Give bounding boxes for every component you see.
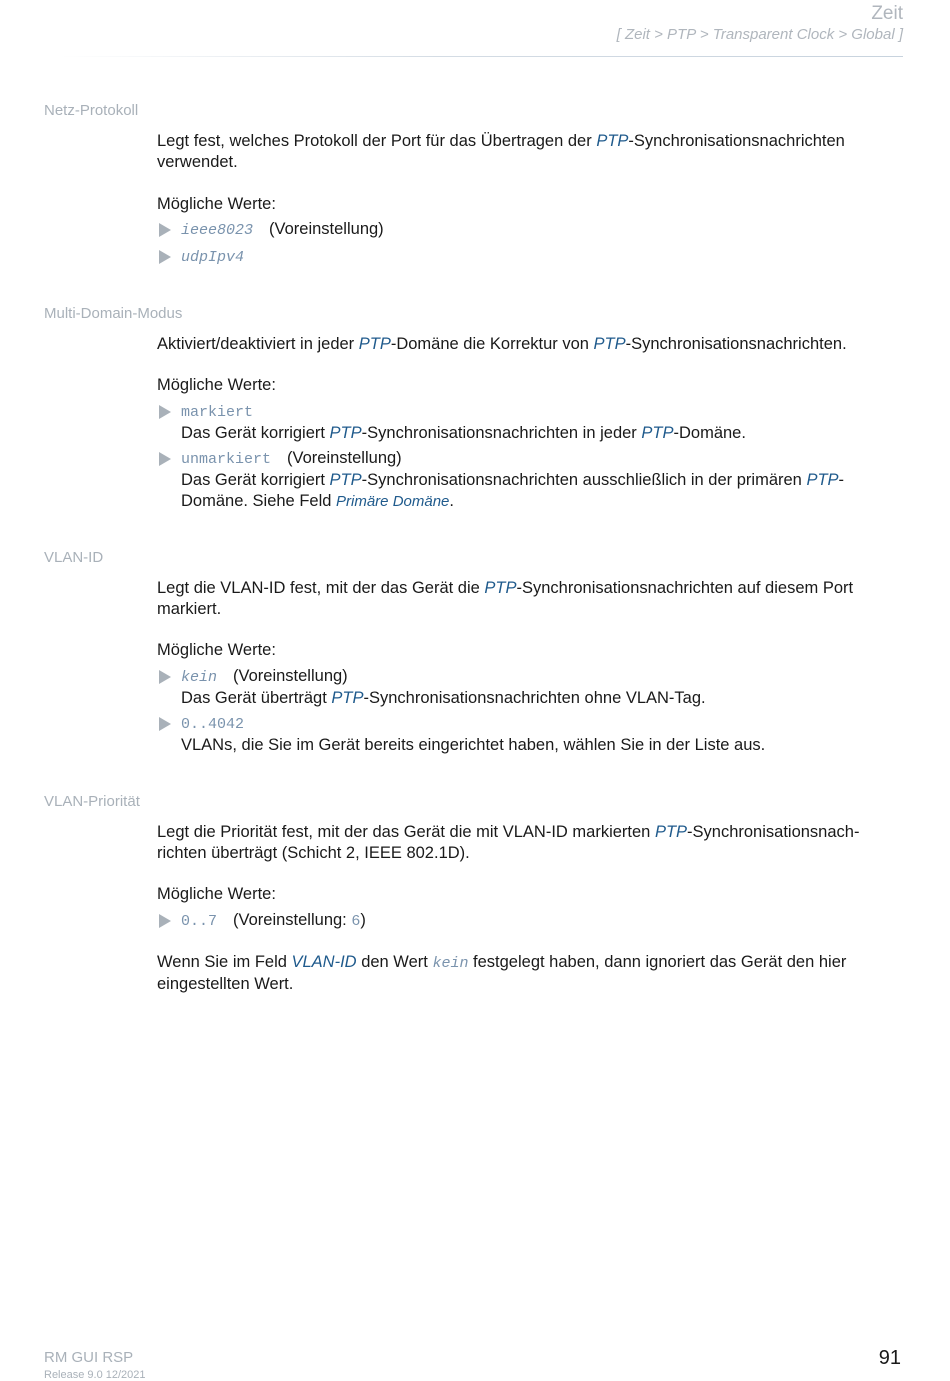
value-code: 0..7 (181, 913, 218, 930)
value-text: -Synchronisationsnachrichten ohne VLAN-Tag. (363, 689, 706, 707)
value-text: Das Gerät korrigiert (181, 471, 330, 489)
ptp-term: PTP (331, 689, 364, 707)
desc-text: Aktiviert/deaktiviert in jeder (157, 335, 359, 353)
value-text: . (449, 492, 454, 510)
value-text: VLANs, die Sie im Gerät bereits eingerichtet haben, wählen Sie in der Liste aus. (181, 736, 766, 754)
netz-values-label: Mögliche Werte: (157, 195, 276, 213)
value-note: (Voreinstellung) (233, 667, 348, 685)
ptp-term: PTP (654, 823, 688, 841)
field-label-netz-protokoll: Netz-Protokoll (44, 102, 139, 119)
vlan-id-value-item (157, 666, 897, 709)
netz-protokoll-description (157, 131, 897, 173)
ptp-term: PTP (641, 424, 674, 442)
vlan-id-description (157, 578, 897, 620)
desc-text: Legt fest, welches Protokoll der Port für das Übertragen der (157, 132, 597, 150)
header-divider (60, 56, 903, 57)
bullet-triangle-icon (159, 452, 171, 466)
value-note: (Voreinstellung: (233, 911, 352, 929)
vlan-prio-description (157, 822, 897, 864)
value-text: -Synchronisationsnachrichten in jeder (361, 424, 642, 442)
bullet-triangle-icon (159, 250, 171, 264)
value-text: Das Gerät überträgt (181, 689, 332, 707)
value-text: -Domäne. (673, 424, 746, 442)
ptp-term: PTP (358, 335, 391, 353)
value-code: kein (432, 955, 469, 972)
value-code: udpIpv4 (181, 249, 245, 266)
value-text: -Domäne. Siehe Feld (181, 471, 845, 510)
bullet-triangle-icon (159, 717, 171, 731)
footer-document-name: RM GUI RSP (44, 1349, 134, 1366)
remark-text: festgelegt haben, dann ignoriert das Gerät den hier eingestellten Wert. (157, 953, 847, 993)
value-code: kein (181, 669, 218, 686)
netz-value-item (157, 219, 897, 241)
value-code: unmarkiert (181, 451, 272, 468)
multi-values-label: Mögliche Werte: (157, 376, 276, 394)
vlan-prio-value-item (157, 910, 897, 932)
value-code: ieee8023 (181, 222, 254, 239)
vlan-id-values-label: Mögliche Werte: (157, 641, 276, 659)
desc-text: -Synchronisationsnachrichten verwendet. (157, 132, 845, 171)
netz-value-item (157, 246, 897, 268)
ptp-term: PTP (806, 471, 839, 489)
value-code: markiert (181, 404, 254, 421)
multi-value-item (157, 448, 897, 512)
vlan-id-value-item (157, 713, 897, 756)
value-note: (Voreinstellung) (269, 220, 384, 238)
desc-text: -Synchronisationsnachrichten auf diesem Port markiert. (157, 579, 854, 618)
page-number: 91 (878, 1347, 901, 1369)
ptp-term: PTP (593, 335, 626, 353)
remark-text: Wenn Sie im Feld (157, 953, 292, 971)
bullet-triangle-icon (159, 223, 171, 237)
ptp-term: PTP (329, 424, 362, 442)
desc-text: Legt die VLAN-ID fest, mit der das Gerät die (157, 579, 485, 597)
field-label-vlan-prioritaet: VLAN-Priorität (44, 793, 140, 810)
field-link-vlan-id[interactable]: VLAN-ID (291, 953, 357, 971)
value-text: Das Gerät korrigiert (181, 424, 330, 442)
field-label-vlan-id: VLAN-ID (44, 549, 104, 566)
page-section-title: Zeit (871, 3, 903, 24)
footer-release: Release 9.0 12/2021 (44, 1369, 146, 1381)
desc-text: Legt die Priorität fest, mit der das Gerät die mit VLAN-ID markierten (157, 823, 655, 841)
default-value-code: 6 (351, 913, 361, 930)
breadcrumb: [ Zeit > PTP > Transparent Clock > Global ] (616, 26, 903, 43)
value-code: 0..4042 (181, 716, 245, 733)
remark-text: den Wert (356, 953, 433, 971)
bullet-triangle-icon (159, 405, 171, 419)
vlan-prio-values-label: Mögliche Werte: (157, 885, 276, 903)
value-note: ) (360, 911, 366, 929)
desc-text: -Synchronisationsnachrichten überträgt (Schicht 2, IEEE 802.1D). (157, 823, 860, 862)
ptp-term: PTP (329, 471, 362, 489)
desc-text: -Domäne die Korrektur von (390, 335, 594, 353)
vlan-prio-remark (157, 952, 897, 995)
field-label-multi-domain-modus: Multi-Domain-Modus (44, 305, 183, 322)
value-text: -Synchronisationsnachrichten ausschließlich in der primären (361, 471, 807, 489)
multi-domain-description (157, 334, 897, 355)
ptp-term: PTP (484, 579, 517, 597)
field-link-primaere-domaene[interactable]: Primäre Domäne (336, 493, 450, 510)
ptp-term: PTP (596, 132, 629, 150)
value-note: (Voreinstellung) (287, 449, 402, 467)
bullet-triangle-icon (159, 914, 171, 928)
bullet-triangle-icon (159, 670, 171, 684)
multi-value-item (157, 401, 897, 444)
desc-text: -Synchronisationsnachrichten. (625, 335, 847, 353)
